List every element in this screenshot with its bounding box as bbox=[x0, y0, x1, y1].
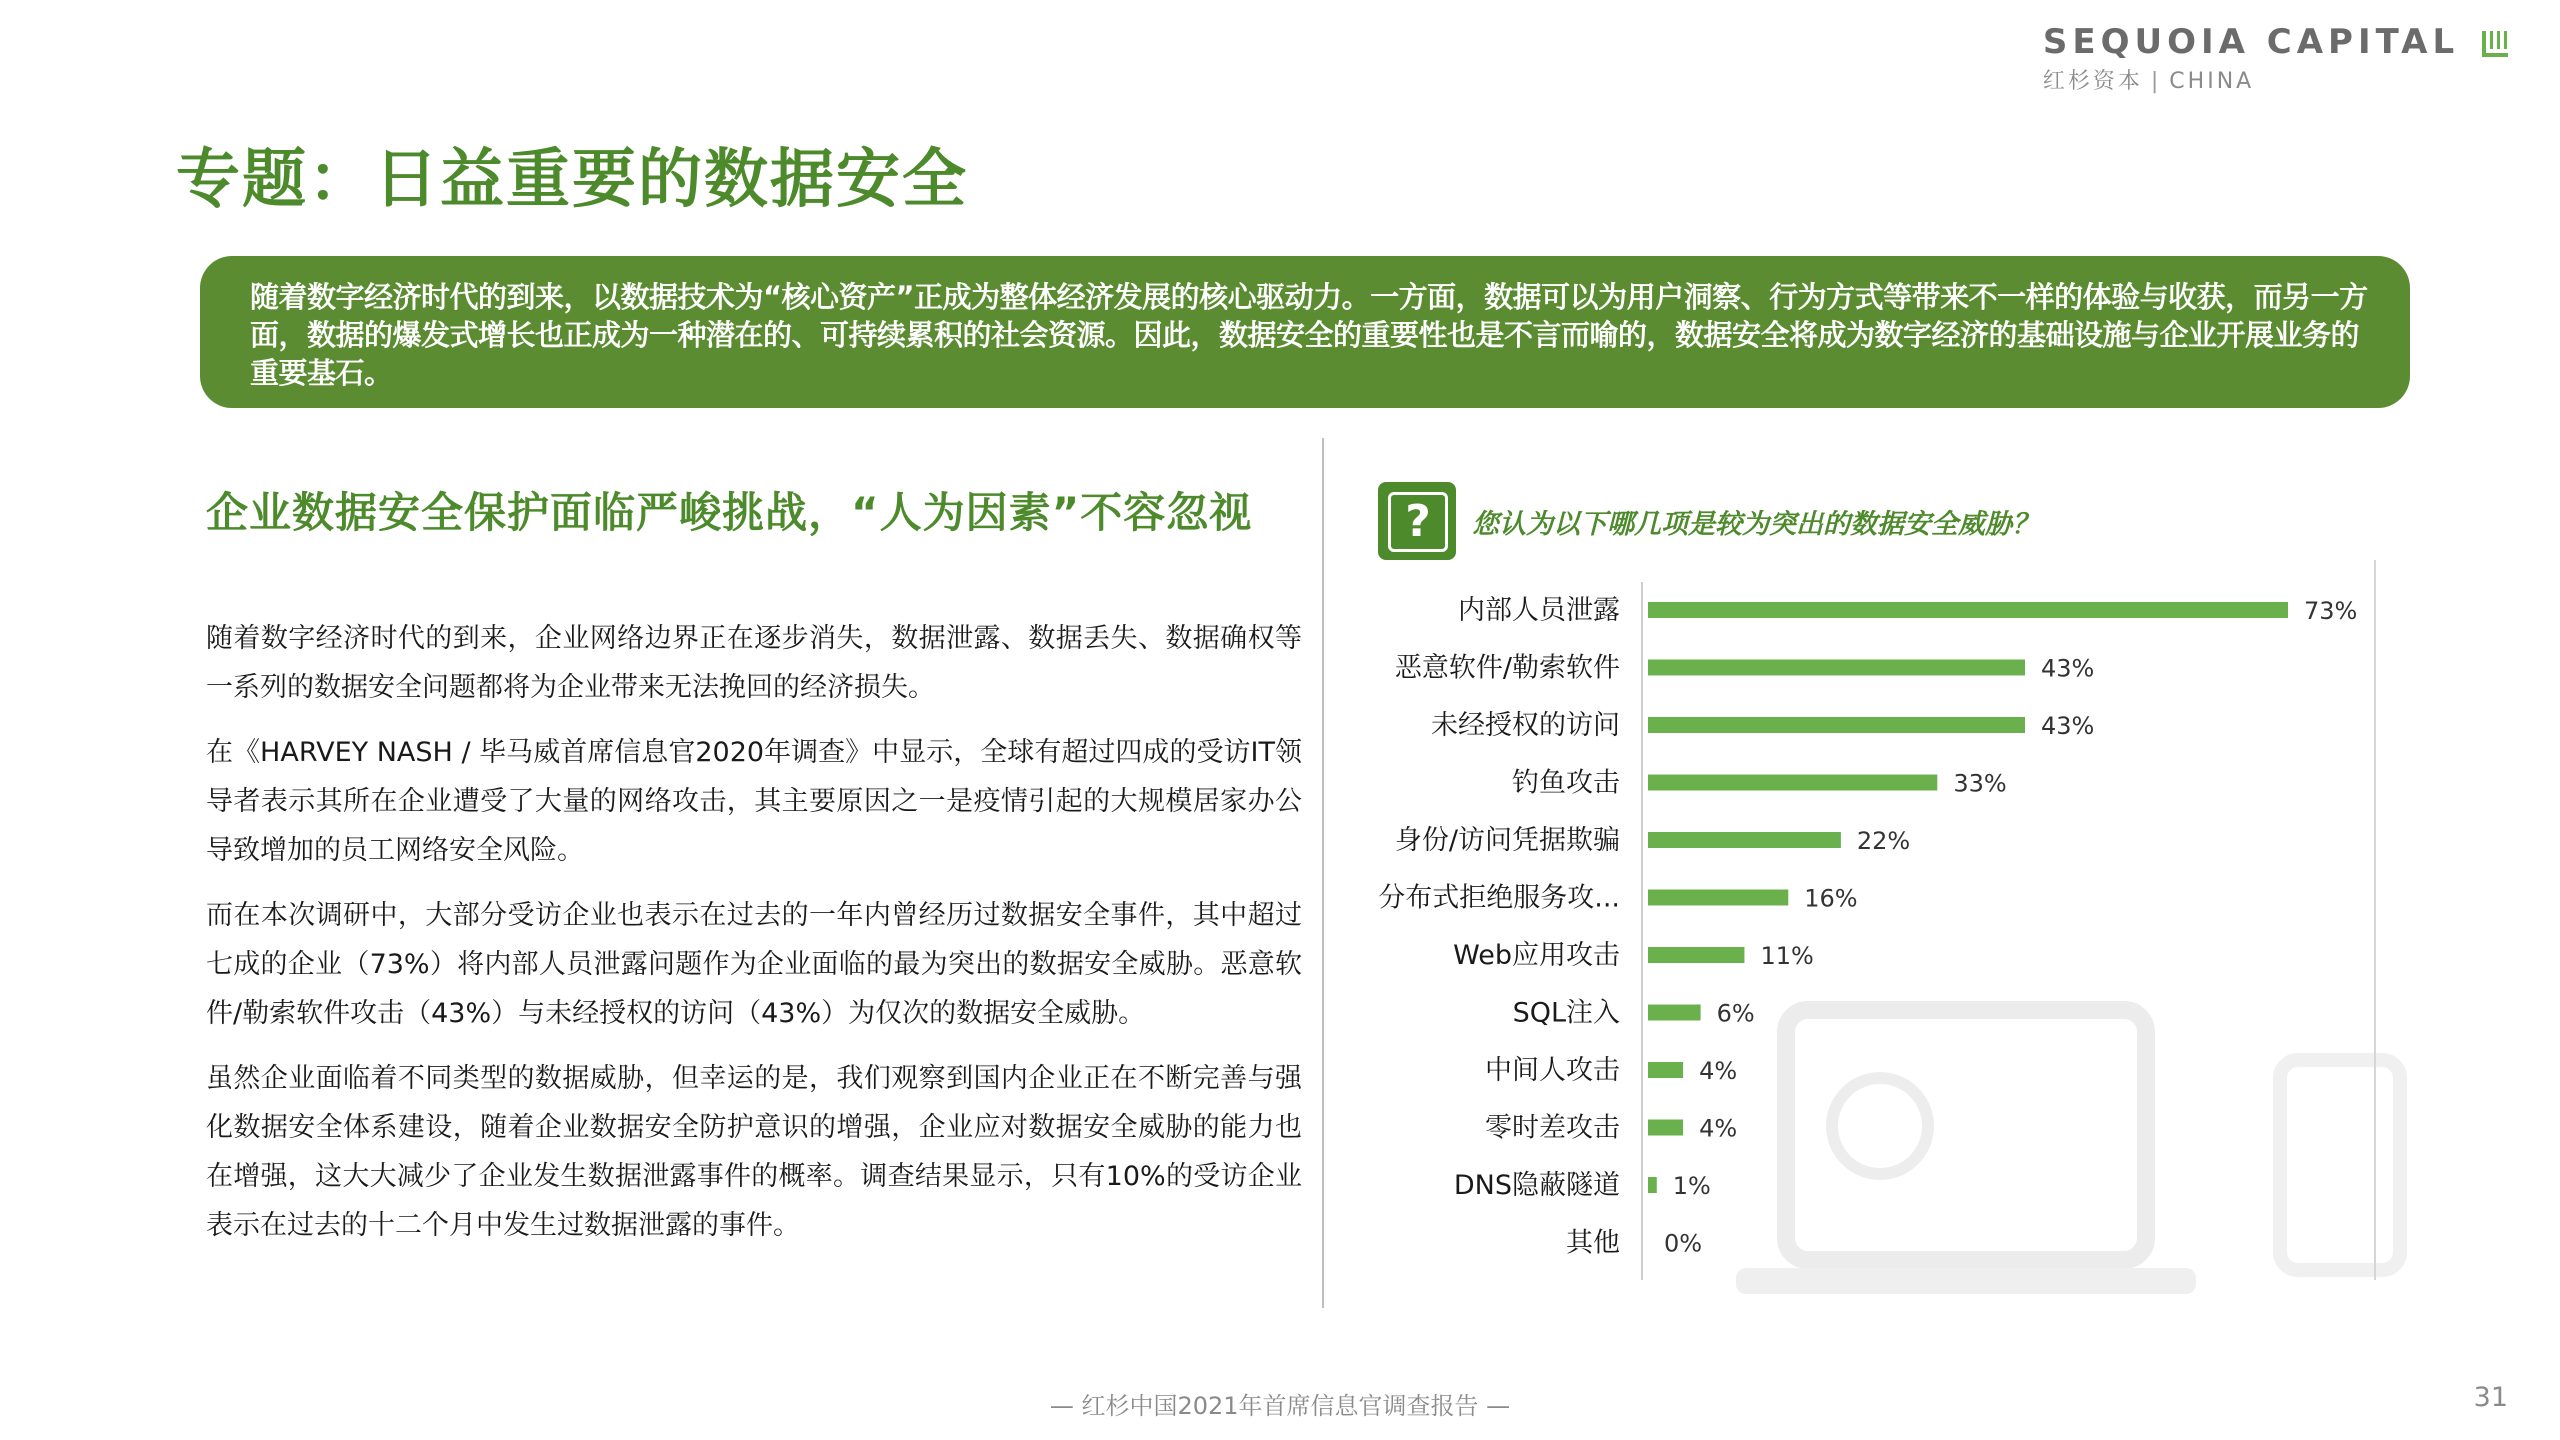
bar bbox=[1648, 832, 1841, 848]
column-divider bbox=[1322, 438, 1324, 1308]
data-label: 4% bbox=[1699, 1057, 1738, 1085]
category-label: 零时差攻击 bbox=[1485, 1112, 1620, 1144]
data-label: 1% bbox=[1672, 1172, 1711, 1200]
logo-mark-icon bbox=[2482, 31, 2508, 57]
intro-banner bbox=[200, 256, 2410, 408]
bar bbox=[1648, 1005, 1701, 1021]
bar bbox=[1648, 1062, 1683, 1078]
paragraph-2: 在《HARVEY NASH / 毕马威首席信息官2020年调查》中显示，全球有超过四成的受访IT领导者表示其所在企业遭受了大量的网络攻击，其主要原因之一是疫情引起的大规模居家办公导致增加的员工网络安全风险。 bbox=[206, 737, 1302, 866]
logo-subtitle bbox=[2043, 64, 2508, 95]
category-label: 身份/访问凭据欺骗 bbox=[1394, 825, 1620, 856]
data-label: 43% bbox=[2040, 712, 2095, 740]
footer: — 红杉中国2021年首席信息官调查报告 — bbox=[1049, 1392, 1511, 1420]
data-label: 0% bbox=[1664, 1229, 1703, 1258]
data-label: 6% bbox=[1716, 999, 1755, 1028]
bar bbox=[1648, 717, 2025, 733]
category-label: 其他 bbox=[1566, 1227, 1620, 1259]
logo-wordmark bbox=[2043, 22, 2508, 62]
category-label: SQL注入 bbox=[1512, 997, 1620, 1029]
question-mark-icon: ? bbox=[1378, 482, 1456, 560]
category-label: Web应用攻击 bbox=[1453, 940, 1620, 971]
logo-sub-cn: 红杉资本 bbox=[2042, 69, 2143, 94]
bar bbox=[1648, 602, 2288, 618]
data-label: 43% bbox=[2040, 654, 2095, 683]
paragraph-3: 而在本次调研中，大部分受访企业也表示在过去的一年内曾经历过数据安全事件，其中超过七成的企业（73%）将内部人员泄露问题作为企业面临的最为突出的数据安全威胁。恶意软件/勒索软件攻击（43%）与未经授权的访问（43%）为仅次的数据安全威胁。 bbox=[206, 900, 1302, 1029]
category-label: 中间人攻击 bbox=[1485, 1055, 1620, 1086]
paragraph-4: 虽然企业面临着不同类型的数据威胁，但幸运的是，我们观察到国内企业正在不断完善与强化数据安全体系建设，随着企业数据安全防护意识的增强，企业应对数据安全威胁的能力也在增强，这大大减少了企业发生数据泄露事件的概率。调查结果显示，只有10%的受访企业表示在过去的十二个月中发生过数据泄露的事件。 bbox=[206, 1063, 1302, 1241]
chart-question: 您认为以下哪几项是较为突出的数据安全威胁？ bbox=[1472, 509, 2039, 540]
category-label: 未经授权的访问 bbox=[1431, 710, 1620, 741]
page-title: 专题：日益重要的数据安全 bbox=[176, 143, 968, 217]
threat-bar-chart bbox=[1360, 560, 2420, 1280]
bar bbox=[1648, 1177, 1657, 1193]
banner-text: 随着数字经济时代的到来，以数据技术为“核心资产”正成为整体经济发展的核心驱动力。一方面，数据可以为用户洞察、行为方式等带来不一样的体验与收获，而另一方面，数据的爆发式增长也正成为一种潜在的、可持续累积的社会资源。因此，数据安全的重要性也是不言而喻的，数据安全将成为数字经济的基础设施与企业开展业务的重要基石。 bbox=[250, 280, 2368, 390]
bar bbox=[1648, 775, 1937, 791]
data-label: 33% bbox=[1953, 769, 2007, 798]
category-label: 恶意软件/勒索软件 bbox=[1394, 652, 1620, 684]
bar bbox=[1648, 947, 1744, 963]
brand-logo bbox=[2043, 22, 2508, 95]
bar bbox=[1648, 1120, 1683, 1136]
page-number: 31 bbox=[2473, 1382, 2508, 1413]
bar bbox=[1648, 890, 1788, 906]
paragraph-1: 随着数字经济时代的到来，企业网络边界正在逐步消失，数据泄露、数据丢失、数据确权等一系列的数据安全问题都将为企业带来无法挽回的经济损失。 bbox=[206, 623, 1302, 703]
bar bbox=[1648, 660, 2025, 676]
logo-name: SEQUOIA CAPITAL bbox=[2042, 22, 2460, 62]
data-label: 22% bbox=[1856, 827, 1911, 855]
data-label: 73% bbox=[2304, 597, 2358, 625]
section-heading: 企业数据安全保护面临严峻挑战，“人为因素”不容忽视 bbox=[206, 488, 1253, 537]
category-label: 分布式拒绝服务攻... bbox=[1378, 882, 1620, 914]
category-label: DNS隐蔽隧道 bbox=[1453, 1170, 1620, 1201]
data-label: 16% bbox=[1804, 884, 1858, 913]
data-label: 11% bbox=[1760, 942, 1814, 970]
data-label: 4% bbox=[1699, 1114, 1738, 1143]
logo-sub-en: CHINA bbox=[2169, 69, 2255, 94]
logo-separator: | bbox=[2150, 69, 2162, 94]
category-label: 钓鱼攻击 bbox=[1512, 767, 1620, 799]
body-text bbox=[206, 614, 1302, 1266]
category-label: 内部人员泄露 bbox=[1458, 595, 1620, 626]
